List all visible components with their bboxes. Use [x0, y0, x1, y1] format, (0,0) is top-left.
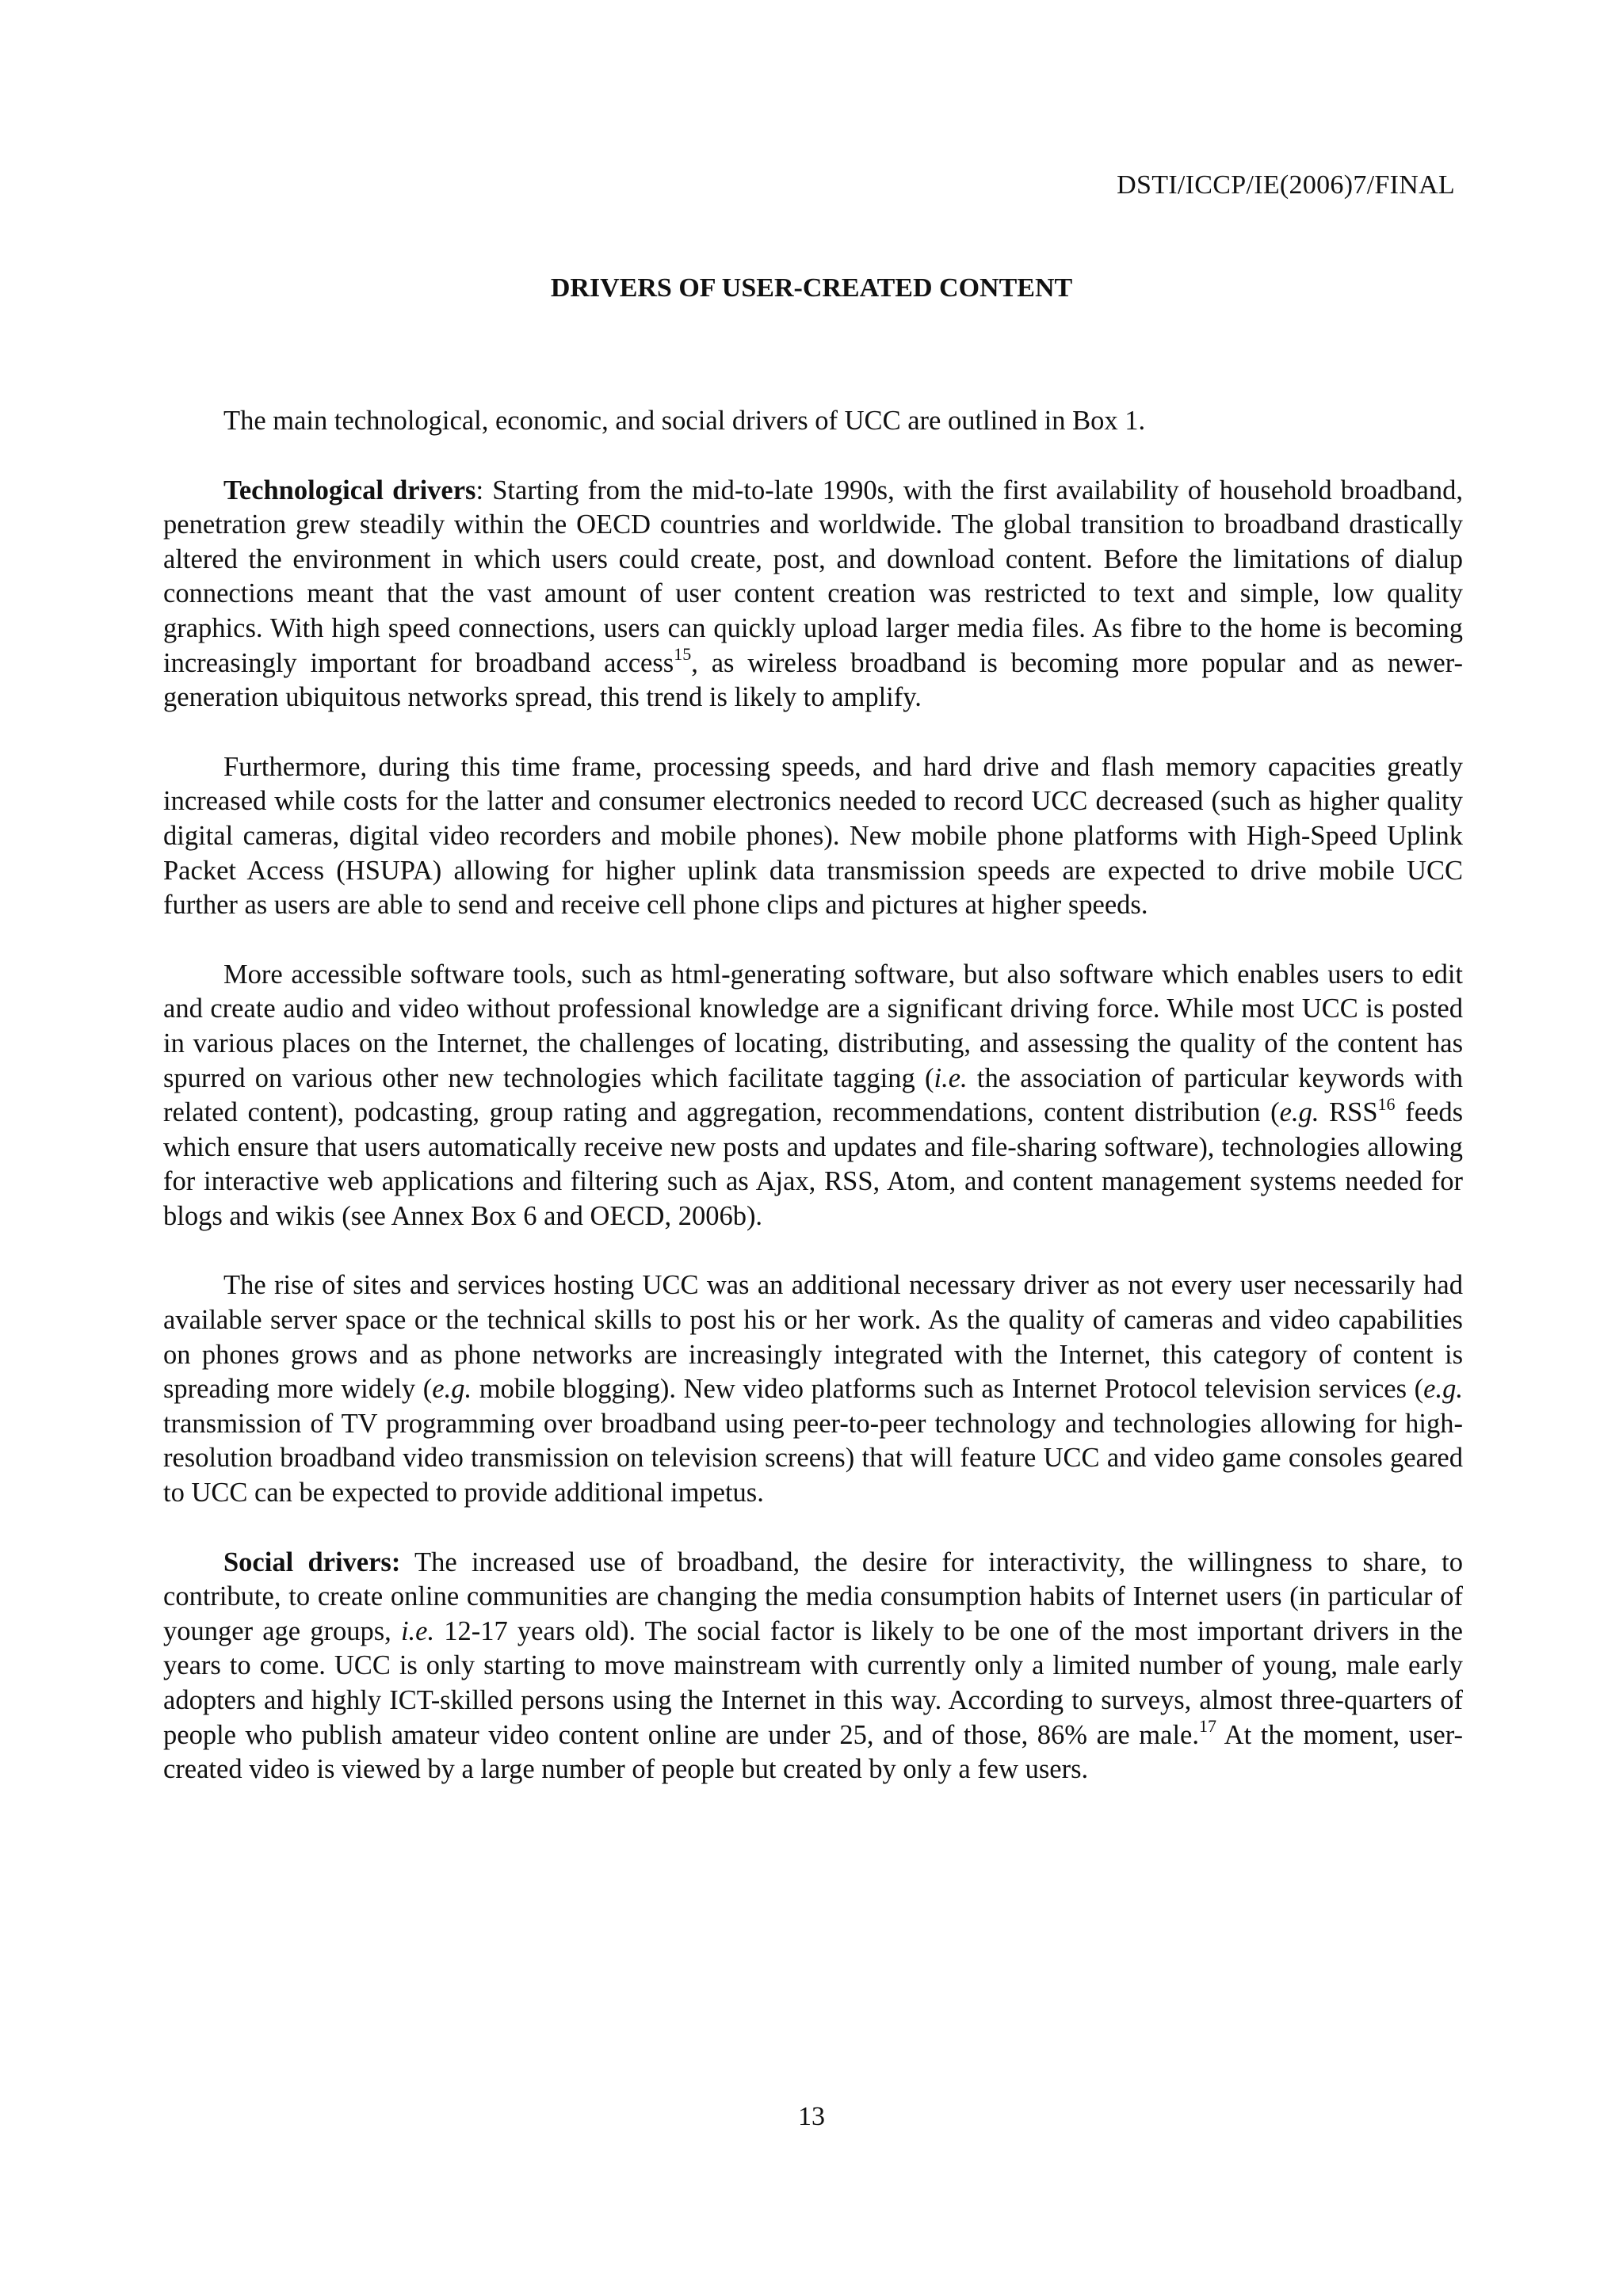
paragraph-furthermore: [163, 750, 1463, 923]
software-text-c: RSS: [1319, 1097, 1378, 1128]
social-drivers-heading: Social drivers:: [223, 1547, 401, 1577]
sites-text-c: transmission of TV programming over broadband using peer-to-peer technology and technologies allowing for high-resolution broadband video transmission on television screens) that will feature UCC and video game consoles geared to UCC can be expected to provide additional impetus.: [163, 1408, 1463, 1508]
software-text-d: feeds which ensure that users automatically receive new posts and updates and file-sharing software), technologies allowing for interactive web applications and filtering such as Ajax, RSS, Atom, and content management systems needed for blogs and wikis (see Annex Box 6 and OECD, 2006b).: [163, 1097, 1464, 1231]
section-title: DRIVERS OF USER-CREATED CONTENT: [550, 273, 1073, 303]
footnote-ref-17: 17: [1198, 1716, 1216, 1737]
software-ie: i.e.: [934, 1062, 968, 1093]
sites-text-a: The rise of sites and services hosting UCC was an additional necessary driver as not every user necessarily had available server space or the technical skills to post his or her work. As the quality of cameras and video capabilities on phones grows and as phone networks are increasingly integrated with the Internet, this category of content is spreading more widely (: [163, 1270, 1463, 1405]
furthermore-text: Furthermore, during this time frame, processing speeds, and hard drive and flash memory capacities greatly increased while costs for the latter and consumer electronics needed to record UCC decreased (such as higher quality digital cameras, digital video recorders and mobile phones). New mobile phone platforms with High-Speed Uplink Packet Access (HSUPA) allowing for higher uplink data transmission speeds are expected to drive mobile UCC further as users are able to send and receive cell phone clips and pictures at higher speeds.: [163, 751, 1463, 921]
tech-text-b: , as wireless broadband is becoming more popular and as newer-generation ubiquitous networks spread, this trend is likely to amplify.: [163, 647, 1463, 713]
sites-text-b: mobile blogging). New video platforms such as Internet Protocol television services (: [472, 1374, 1424, 1405]
footnote-ref-16: 16: [1377, 1093, 1396, 1114]
social-text-b: 12-17 years old). The social factor is likely to be one of the most important drivers in the years to come. UCC is only starting to move mainstream with currently only a limited number of young, male early adopters and highly ICT-skilled persons using the Internet in this way. According to surveys, almost three-quarters of people who publish amateur video content online are under 25, and of those, 86% are male.: [163, 1615, 1463, 1750]
software-text-b: the association of particular keywords with related content), podcasting, group rating and aggregation, recommendations, content distribution (: [163, 1062, 1463, 1128]
sites-eg-2: e.g.: [1423, 1374, 1463, 1405]
paragraph-hosting-sites: [163, 1268, 1463, 1510]
technological-drivers-heading: Technological drivers: [223, 475, 476, 505]
paragraph-technological-drivers: [163, 474, 1463, 715]
software-eg: e.g.: [1279, 1097, 1319, 1128]
tech-text-a: : Starting from the mid-to-late 1990s, with the first availability of household broadband, penetration grew steadily within the OECD countries and worldwide. The global transition to broadband drastically altered the environment in which users could create, post, and download content. Before the limitations of dialup connections meant that the vast amount of user content creation was restricted to text and simple, low quality graphics. With high speed connections, users can quickly upload larger media files. As fibre to the home is becoming increasingly important for broadband access: [163, 475, 1463, 678]
social-ie: i.e.: [400, 1615, 435, 1646]
social-text-a: The increased use of broadband, the desire for interactivity, the willingness to share, to contribute, to create online communities are changing the media consumption habits of Internet users (in particular of younger age groups,: [163, 1547, 1464, 1646]
software-text-a: More accessible software tools, such as html-generating software, but also software which enables users to edit and create audio and video without professional knowledge are a significant driving force. While most UCC is posted in various places on the Internet, the challenges of locating, distributing, and assessing the quality of the content has spurred on various other new technologies which facilitate tagging (: [163, 959, 1463, 1093]
paragraph-software-tools: [163, 958, 1463, 1234]
social-text-c: At the moment, user-created video is viewed by a large number of people but created by only a few users.: [163, 1719, 1464, 1785]
paragraph-intro: [163, 404, 1463, 439]
page-number: 13: [798, 2102, 825, 2131]
document-reference: DSTI/ICCP/IE(2006)7/FINAL: [1117, 170, 1455, 200]
paragraph-social-drivers: [163, 1546, 1463, 1787]
footnote-ref-15: 15: [674, 644, 692, 665]
paragraph-intro-text: The main technological, economic, and social drivers of UCC are outlined in Box 1.: [223, 406, 1146, 436]
body-text: [163, 404, 1463, 1787]
sites-eg-1: e.g.: [432, 1374, 472, 1405]
